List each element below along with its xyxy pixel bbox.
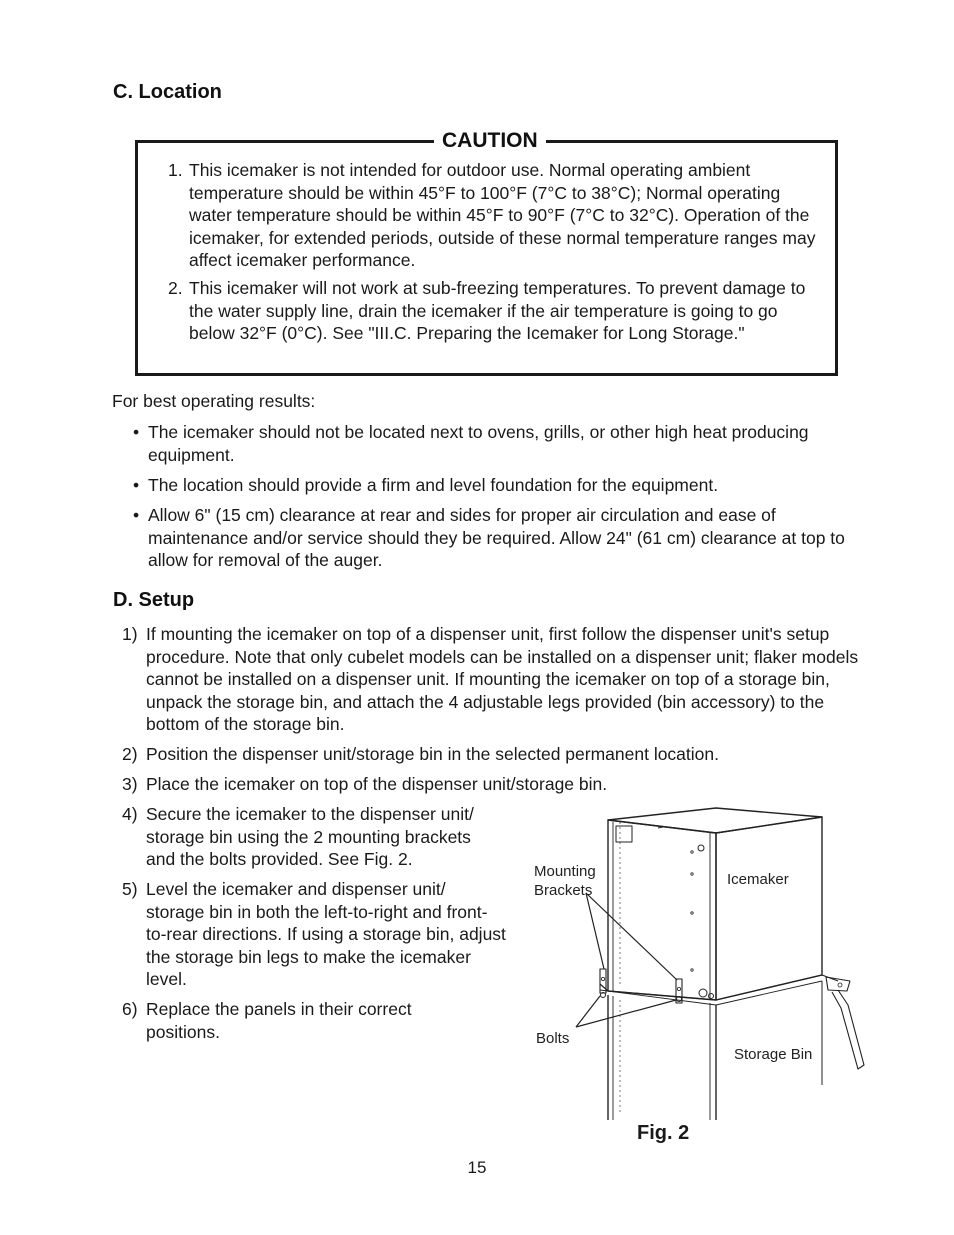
intro-text: For best operating results: [112,391,316,411]
step-text: Position the dispenser unit/storage bin in the selected permanent location. [146,744,719,764]
caution-item-1 [168,159,823,272]
caution-item-text: This icemaker is not intended for outdoor use. Normal operating ambient temperature should be within 45°F to 100°F (7°C to 38°C); Normal operating water temperature should be within 45°F to 90°F (7°C to 32°C). Operation of the icemaker, for extended periods, outside of these normal temperature ranges may affect icemaker performance. [189,160,816,271]
bullet-icon: • [133,422,140,442]
caution-item-number: 2. [168,278,183,298]
label-icemaker: Icemaker [727,871,789,888]
figure-2-illustration [520,795,870,1125]
caution-item-number: 1. [168,160,183,180]
bullet-text: The location should provide a firm and level foundation for the equipment. [148,475,719,495]
setup-step-4 [122,803,500,871]
step-number: 2) [122,744,138,764]
page-number: 15 [467,1158,487,1177]
section-heading-location: C. Location [113,81,222,103]
bullet-icon: • [133,475,140,495]
step-number: 6) [122,999,138,1019]
caution-item-2 [168,277,818,345]
setup-step-1 [122,623,864,736]
setup-step-3 [122,773,864,796]
bullet-item [133,421,863,466]
bullet-text: Allow 6" (15 cm) clearance at rear and sides for proper air circulation and ease of maintenance and/or service should they be required. Allow 24" (61 cm) clearance at top to allow for removal of the auger. [148,505,845,571]
step-text: Secure the icemaker to the dispenser unit/ storage bin using the 2 mounting brackets and the bolts provided. See Fig. 2. [146,804,474,870]
label-storage-bin: Storage Bin [734,1046,813,1063]
step-number: 3) [122,774,138,794]
label-bolts: Bolts [536,1030,570,1047]
setup-step-2 [122,743,864,766]
icemaker-top-face [608,808,822,833]
step-number: 1) [122,624,138,644]
figure-caption: Fig. 2 [637,1122,690,1144]
bullet-item [133,474,863,497]
step-number: 5) [122,879,138,899]
icemaker-right-face [716,817,822,1000]
setup-step-6 [122,998,452,1043]
step-text: Replace the panels in their correct positions. [146,999,412,1042]
storage-bin-leg [832,990,864,1069]
section-heading-setup: D. Setup [113,589,195,611]
label-mounting-brackets-text: Mounting Brackets [534,863,596,899]
bullet-text: The icemaker should not be located next to ovens, grills, or other high heat producing equipment. [148,422,809,465]
bullet-item [133,504,845,572]
label-mounting-brackets [534,862,604,900]
bullet-icon: • [133,505,140,525]
caution-item-text: This icemaker will not work at sub-freezing temperatures. To prevent damage to the water supply line, drain the icemaker if the air temperature is going to go below 32°F (0°C). See "III.C. Preparing the Icemaker for Long Storage." [189,278,806,344]
step-text: Place the icemaker on top of the dispenser unit/storage bin. [146,774,608,794]
caution-title: CAUTION [434,127,546,155]
step-text: Level the icemaker and dispenser unit/ storage bin in both the left-to-right and front-to-rear directions. If using a storage bin, adjust the storage bin legs to make the icemaker level. [146,879,506,990]
step-number: 4) [122,804,138,824]
step-text: If mounting the icemaker on top of a dispenser unit, first follow the dispenser unit's setup procedure. Note that only cubelet models can be installed on a dispenser unit; flaker models cannot be installed on a dispenser unit. If mounting the icemaker on top of a storage bin, unpack the storage bin, and attach the 4 adjustable legs provided (bin accessory) to the bottom of the storage bin. [146,624,859,735]
icemaker-left-face [608,820,716,1000]
setup-step-5 [122,878,506,991]
